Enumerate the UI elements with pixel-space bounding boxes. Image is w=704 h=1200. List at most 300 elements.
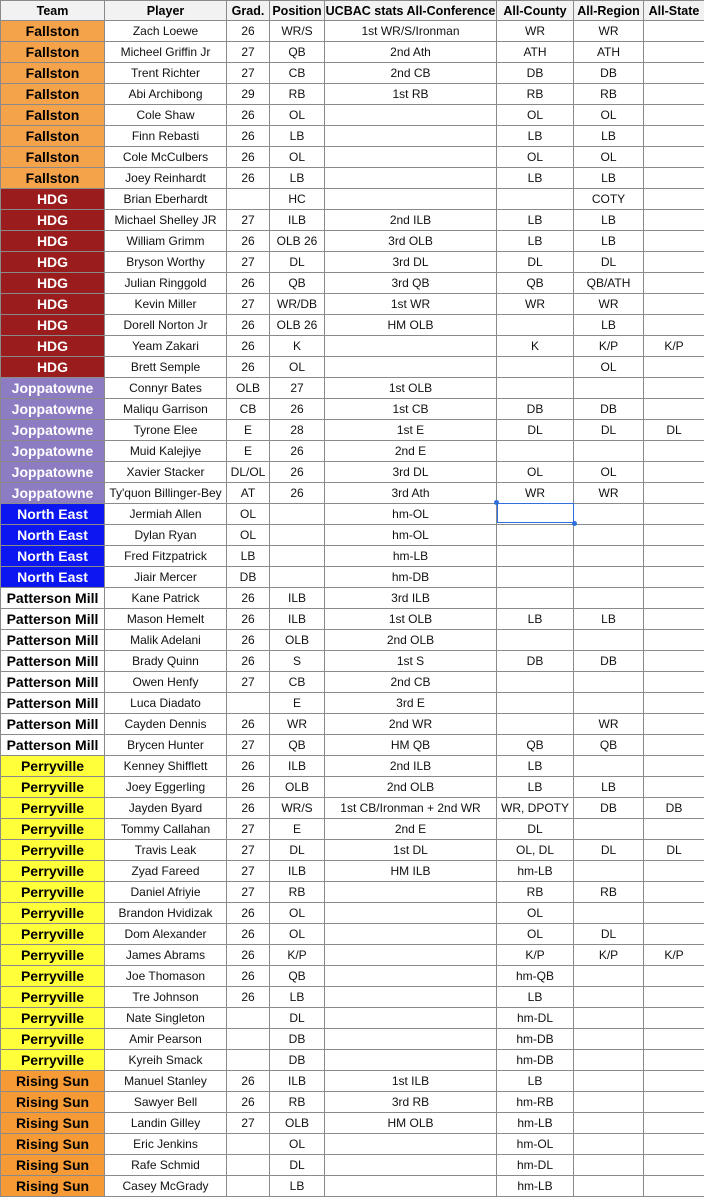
all-state-cell[interactable] bbox=[644, 210, 704, 231]
grad-cell[interactable]: 27 bbox=[227, 1113, 270, 1134]
all-region-cell[interactable]: LB bbox=[574, 126, 644, 147]
position-cell[interactable]: K/P bbox=[270, 945, 325, 966]
position-cell[interactable]: S bbox=[270, 651, 325, 672]
all-region-cell[interactable]: DL bbox=[574, 840, 644, 861]
all-county-cell[interactable]: QB bbox=[497, 735, 574, 756]
player-cell[interactable]: Amir Pearson bbox=[105, 1029, 227, 1050]
all-conference-cell[interactable]: 1st OLB bbox=[325, 378, 497, 399]
all-region-cell[interactable] bbox=[574, 1071, 644, 1092]
all-state-cell[interactable] bbox=[644, 756, 704, 777]
team-cell[interactable]: Joppatowne bbox=[1, 441, 105, 462]
position-cell[interactable]: CB bbox=[270, 63, 325, 84]
all-state-cell[interactable]: DL bbox=[644, 840, 704, 861]
all-county-cell[interactable]: LB bbox=[497, 168, 574, 189]
all-state-cell[interactable] bbox=[644, 630, 704, 651]
team-cell[interactable]: Perryville bbox=[1, 798, 105, 819]
team-cell[interactable]: Perryville bbox=[1, 945, 105, 966]
all-region-cell[interactable]: DL bbox=[574, 924, 644, 945]
all-region-cell[interactable] bbox=[574, 1008, 644, 1029]
player-cell[interactable]: Brandon Hvidizak bbox=[105, 903, 227, 924]
team-cell[interactable]: Rising Sun bbox=[1, 1071, 105, 1092]
all-county-cell[interactable] bbox=[497, 567, 574, 588]
all-conference-cell[interactable]: 1st ILB bbox=[325, 1071, 497, 1092]
team-cell[interactable]: Patterson Mill bbox=[1, 735, 105, 756]
all-state-cell[interactable] bbox=[644, 504, 704, 525]
team-cell[interactable]: Joppatowne bbox=[1, 483, 105, 504]
all-state-cell[interactable] bbox=[644, 378, 704, 399]
grad-cell[interactable] bbox=[227, 693, 270, 714]
all-county-cell[interactable] bbox=[497, 441, 574, 462]
all-state-cell[interactable] bbox=[644, 168, 704, 189]
all-conference-cell[interactable]: 2nd CB bbox=[325, 63, 497, 84]
team-cell[interactable]: HDG bbox=[1, 273, 105, 294]
position-cell[interactable]: QB bbox=[270, 42, 325, 63]
all-state-cell[interactable] bbox=[644, 189, 704, 210]
grad-cell[interactable]: 27 bbox=[227, 840, 270, 861]
team-cell[interactable]: Patterson Mill bbox=[1, 651, 105, 672]
all-county-cell[interactable] bbox=[497, 714, 574, 735]
grad-cell[interactable] bbox=[227, 1050, 270, 1071]
all-conference-cell[interactable] bbox=[325, 357, 497, 378]
all-county-cell[interactable]: DL bbox=[497, 252, 574, 273]
position-cell[interactable]: DL bbox=[270, 1008, 325, 1029]
position-cell[interactable]: 28 bbox=[270, 420, 325, 441]
player-cell[interactable]: Eric Jenkins bbox=[105, 1134, 227, 1155]
all-state-cell[interactable] bbox=[644, 861, 704, 882]
player-cell[interactable]: Abi Archibong bbox=[105, 84, 227, 105]
all-county-cell[interactable]: OL bbox=[497, 903, 574, 924]
all-region-cell[interactable]: DB bbox=[574, 399, 644, 420]
position-cell[interactable]: WR bbox=[270, 714, 325, 735]
player-cell[interactable]: Joey Eggerling bbox=[105, 777, 227, 798]
grad-cell[interactable] bbox=[227, 1029, 270, 1050]
position-cell[interactable]: 26 bbox=[270, 462, 325, 483]
all-conference-cell[interactable] bbox=[325, 168, 497, 189]
team-cell[interactable]: Rising Sun bbox=[1, 1113, 105, 1134]
team-cell[interactable]: Perryville bbox=[1, 882, 105, 903]
player-cell[interactable]: Kenney Shifflett bbox=[105, 756, 227, 777]
grad-cell[interactable]: 26 bbox=[227, 924, 270, 945]
position-cell[interactable]: E bbox=[270, 819, 325, 840]
all-state-cell[interactable]: K/P bbox=[644, 945, 704, 966]
team-cell[interactable]: Fallston bbox=[1, 21, 105, 42]
player-cell[interactable]: Ty'quon Billinger-Bey bbox=[105, 483, 227, 504]
all-county-cell[interactable]: hm-LB bbox=[497, 1176, 574, 1197]
player-cell[interactable]: Cole Shaw bbox=[105, 105, 227, 126]
team-cell[interactable]: Perryville bbox=[1, 987, 105, 1008]
grad-cell[interactable]: 26 bbox=[227, 21, 270, 42]
position-cell[interactable] bbox=[270, 546, 325, 567]
all-conference-cell[interactable]: 3rd QB bbox=[325, 273, 497, 294]
team-cell[interactable]: Joppatowne bbox=[1, 420, 105, 441]
position-cell[interactable]: ILB bbox=[270, 609, 325, 630]
player-cell[interactable]: Rafe Schmid bbox=[105, 1155, 227, 1176]
player-cell[interactable]: Brycen Hunter bbox=[105, 735, 227, 756]
all-state-cell[interactable] bbox=[644, 924, 704, 945]
team-cell[interactable]: Rising Sun bbox=[1, 1176, 105, 1197]
all-conference-cell[interactable] bbox=[325, 189, 497, 210]
position-cell[interactable]: RB bbox=[270, 882, 325, 903]
all-conference-cell[interactable]: 2nd WR bbox=[325, 714, 497, 735]
all-conference-cell[interactable]: 2nd OLB bbox=[325, 630, 497, 651]
all-region-cell[interactable]: DB bbox=[574, 63, 644, 84]
all-region-cell[interactable] bbox=[574, 861, 644, 882]
all-state-cell[interactable] bbox=[644, 735, 704, 756]
team-cell[interactable]: Perryville bbox=[1, 903, 105, 924]
all-county-cell[interactable]: WR bbox=[497, 21, 574, 42]
all-conference-cell[interactable]: 1st DL bbox=[325, 840, 497, 861]
all-region-cell[interactable]: RB bbox=[574, 84, 644, 105]
grad-cell[interactable]: 27 bbox=[227, 672, 270, 693]
all-conference-cell[interactable] bbox=[325, 126, 497, 147]
all-region-cell[interactable] bbox=[574, 1155, 644, 1176]
all-conference-cell[interactable]: 3rd DL bbox=[325, 252, 497, 273]
all-state-cell[interactable] bbox=[644, 1050, 704, 1071]
position-cell[interactable]: ILB bbox=[270, 588, 325, 609]
all-region-cell[interactable]: LB bbox=[574, 168, 644, 189]
player-cell[interactable]: Kane Patrick bbox=[105, 588, 227, 609]
grad-cell[interactable]: 26 bbox=[227, 315, 270, 336]
all-conference-cell[interactable]: HM OLB bbox=[325, 315, 497, 336]
team-cell[interactable]: HDG bbox=[1, 294, 105, 315]
grad-cell[interactable]: 26 bbox=[227, 147, 270, 168]
position-cell[interactable]: ILB bbox=[270, 756, 325, 777]
all-region-cell[interactable] bbox=[574, 672, 644, 693]
grad-cell[interactable]: CB bbox=[227, 399, 270, 420]
all-county-cell[interactable]: DB bbox=[497, 63, 574, 84]
position-cell[interactable] bbox=[270, 525, 325, 546]
all-region-cell[interactable] bbox=[574, 1134, 644, 1155]
grad-cell[interactable] bbox=[227, 1134, 270, 1155]
all-county-cell[interactable]: WR bbox=[497, 294, 574, 315]
position-cell[interactable]: LB bbox=[270, 168, 325, 189]
all-county-cell[interactable] bbox=[497, 357, 574, 378]
player-cell[interactable]: Sawyer Bell bbox=[105, 1092, 227, 1113]
all-county-cell[interactable]: DL bbox=[497, 420, 574, 441]
grad-cell[interactable]: DB bbox=[227, 567, 270, 588]
team-cell[interactable]: North East bbox=[1, 504, 105, 525]
team-cell[interactable]: Joppatowne bbox=[1, 399, 105, 420]
grad-cell[interactable]: 26 bbox=[227, 1092, 270, 1113]
all-county-cell[interactable]: LB bbox=[497, 987, 574, 1008]
all-county-cell[interactable]: LB bbox=[497, 1071, 574, 1092]
all-county-cell[interactable]: OL bbox=[497, 105, 574, 126]
team-cell[interactable]: Patterson Mill bbox=[1, 672, 105, 693]
team-cell[interactable]: Perryville bbox=[1, 819, 105, 840]
all-state-cell[interactable] bbox=[644, 819, 704, 840]
all-state-cell[interactable] bbox=[644, 987, 704, 1008]
team-cell[interactable]: Patterson Mill bbox=[1, 588, 105, 609]
all-county-cell[interactable]: WR, DPOTY bbox=[497, 798, 574, 819]
player-cell[interactable]: Finn Rebasti bbox=[105, 126, 227, 147]
player-cell[interactable]: Brady Quinn bbox=[105, 651, 227, 672]
all-state-cell[interactable] bbox=[644, 609, 704, 630]
grad-cell[interactable]: 26 bbox=[227, 588, 270, 609]
all-region-cell[interactable] bbox=[574, 441, 644, 462]
all-county-cell[interactable]: DB bbox=[497, 651, 574, 672]
all-county-cell[interactable]: K bbox=[497, 336, 574, 357]
all-conference-cell[interactable]: 3rd RB bbox=[325, 1092, 497, 1113]
all-conference-cell[interactable]: hm-DB bbox=[325, 567, 497, 588]
all-conference-cell[interactable] bbox=[325, 924, 497, 945]
grad-cell[interactable]: 26 bbox=[227, 273, 270, 294]
team-cell[interactable]: Fallston bbox=[1, 84, 105, 105]
team-cell[interactable]: Patterson Mill bbox=[1, 630, 105, 651]
all-conference-cell[interactable]: 1st S bbox=[325, 651, 497, 672]
grad-cell[interactable] bbox=[227, 189, 270, 210]
position-cell[interactable]: OL bbox=[270, 1134, 325, 1155]
all-region-cell[interactable] bbox=[574, 693, 644, 714]
all-county-cell[interactable]: OL bbox=[497, 924, 574, 945]
team-cell[interactable]: HDG bbox=[1, 210, 105, 231]
all-state-cell[interactable] bbox=[644, 231, 704, 252]
team-cell[interactable]: Perryville bbox=[1, 966, 105, 987]
all-county-cell[interactable] bbox=[497, 525, 574, 546]
all-state-cell[interactable] bbox=[644, 252, 704, 273]
all-county-cell[interactable]: DL bbox=[497, 819, 574, 840]
player-cell[interactable]: Daniel Afriyie bbox=[105, 882, 227, 903]
all-county-cell[interactable]: hm-QB bbox=[497, 966, 574, 987]
all-conference-cell[interactable]: 2nd Ath bbox=[325, 42, 497, 63]
all-county-cell[interactable]: RB bbox=[497, 882, 574, 903]
all-conference-cell[interactable]: hm-OL bbox=[325, 504, 497, 525]
all-state-cell[interactable] bbox=[644, 273, 704, 294]
all-region-cell[interactable] bbox=[574, 567, 644, 588]
grad-cell[interactable]: LB bbox=[227, 546, 270, 567]
team-cell[interactable]: HDG bbox=[1, 231, 105, 252]
all-county-cell[interactable]: K/P bbox=[497, 945, 574, 966]
position-cell[interactable]: ILB bbox=[270, 1071, 325, 1092]
all-state-cell[interactable] bbox=[644, 84, 704, 105]
all-state-cell[interactable] bbox=[644, 399, 704, 420]
all-conference-cell[interactable]: 2nd ILB bbox=[325, 756, 497, 777]
position-cell[interactable]: DL bbox=[270, 1155, 325, 1176]
grad-cell[interactable]: DL/OL bbox=[227, 462, 270, 483]
header-player[interactable]: Player bbox=[105, 1, 227, 21]
all-county-cell[interactable]: hm-DB bbox=[497, 1029, 574, 1050]
grad-cell[interactable] bbox=[227, 1155, 270, 1176]
all-region-cell[interactable]: DL bbox=[574, 420, 644, 441]
all-conference-cell[interactable]: 3rd DL bbox=[325, 462, 497, 483]
player-cell[interactable]: Maliqu Garrison bbox=[105, 399, 227, 420]
position-cell[interactable] bbox=[270, 567, 325, 588]
all-conference-cell[interactable]: 1st WR bbox=[325, 294, 497, 315]
player-cell[interactable]: Tyrone Elee bbox=[105, 420, 227, 441]
position-cell[interactable]: WR/S bbox=[270, 21, 325, 42]
grad-cell[interactable]: 26 bbox=[227, 630, 270, 651]
all-state-cell[interactable] bbox=[644, 21, 704, 42]
all-conference-cell[interactable]: 3rd OLB bbox=[325, 231, 497, 252]
position-cell[interactable]: QB bbox=[270, 735, 325, 756]
team-cell[interactable]: Perryville bbox=[1, 1029, 105, 1050]
all-county-cell[interactable] bbox=[497, 189, 574, 210]
all-region-cell[interactable]: QB bbox=[574, 735, 644, 756]
team-cell[interactable]: Patterson Mill bbox=[1, 693, 105, 714]
all-state-cell[interactable] bbox=[644, 588, 704, 609]
position-cell[interactable]: DB bbox=[270, 1029, 325, 1050]
all-region-cell[interactable]: WR bbox=[574, 21, 644, 42]
grad-cell[interactable]: 26 bbox=[227, 231, 270, 252]
player-cell[interactable]: Jermiah Allen bbox=[105, 504, 227, 525]
position-cell[interactable]: ILB bbox=[270, 210, 325, 231]
all-county-cell[interactable]: LB bbox=[497, 777, 574, 798]
grad-cell[interactable]: AT bbox=[227, 483, 270, 504]
all-region-cell[interactable] bbox=[574, 630, 644, 651]
player-cell[interactable]: Malik Adelani bbox=[105, 630, 227, 651]
player-cell[interactable]: Xavier Stacker bbox=[105, 462, 227, 483]
grad-cell[interactable]: 27 bbox=[227, 861, 270, 882]
player-cell[interactable]: Jiair Mercer bbox=[105, 567, 227, 588]
all-conference-cell[interactable] bbox=[325, 336, 497, 357]
all-conference-cell[interactable]: 1st RB bbox=[325, 84, 497, 105]
all-state-cell[interactable] bbox=[644, 546, 704, 567]
player-cell[interactable]: Mason Hemelt bbox=[105, 609, 227, 630]
header-team[interactable]: Team bbox=[1, 1, 105, 21]
all-region-cell[interactable] bbox=[574, 1176, 644, 1197]
grad-cell[interactable]: E bbox=[227, 420, 270, 441]
all-region-cell[interactable]: WR bbox=[574, 714, 644, 735]
team-cell[interactable]: Joppatowne bbox=[1, 462, 105, 483]
all-state-cell[interactable] bbox=[644, 315, 704, 336]
team-cell[interactable]: Perryville bbox=[1, 861, 105, 882]
team-cell[interactable]: Perryville bbox=[1, 924, 105, 945]
all-state-cell[interactable] bbox=[644, 42, 704, 63]
player-cell[interactable]: Kyreih Smack bbox=[105, 1050, 227, 1071]
team-cell[interactable]: Perryville bbox=[1, 756, 105, 777]
all-county-cell[interactable]: hm-DL bbox=[497, 1008, 574, 1029]
player-cell[interactable]: Luca Diadato bbox=[105, 693, 227, 714]
all-state-cell[interactable] bbox=[644, 1176, 704, 1197]
all-county-cell[interactable]: WR bbox=[497, 483, 574, 504]
all-county-cell[interactable] bbox=[497, 630, 574, 651]
player-cell[interactable]: Dom Alexander bbox=[105, 924, 227, 945]
team-cell[interactable]: North East bbox=[1, 567, 105, 588]
all-county-cell[interactable]: LB bbox=[497, 231, 574, 252]
all-conference-cell[interactable]: 1st CB/Ironman + 2nd WR bbox=[325, 798, 497, 819]
position-cell[interactable]: OLB 26 bbox=[270, 315, 325, 336]
team-cell[interactable]: North East bbox=[1, 525, 105, 546]
player-cell[interactable]: Zyad Fareed bbox=[105, 861, 227, 882]
all-county-cell[interactable]: OL, DL bbox=[497, 840, 574, 861]
team-cell[interactable]: Rising Sun bbox=[1, 1134, 105, 1155]
all-conference-cell[interactable] bbox=[325, 1029, 497, 1050]
player-cell[interactable]: Zach Loewe bbox=[105, 21, 227, 42]
player-cell[interactable]: Jayden Byard bbox=[105, 798, 227, 819]
all-county-cell[interactable]: LB bbox=[497, 756, 574, 777]
all-county-cell[interactable]: LB bbox=[497, 126, 574, 147]
player-cell[interactable]: Connyr Bates bbox=[105, 378, 227, 399]
grad-cell[interactable]: 26 bbox=[227, 357, 270, 378]
position-cell[interactable]: WR/DB bbox=[270, 294, 325, 315]
grad-cell[interactable]: 26 bbox=[227, 798, 270, 819]
player-cell[interactable]: Trent Richter bbox=[105, 63, 227, 84]
all-conference-cell[interactable]: 3rd E bbox=[325, 693, 497, 714]
grad-cell[interactable]: 27 bbox=[227, 294, 270, 315]
all-state-cell[interactable] bbox=[644, 1113, 704, 1134]
header-all-region[interactable]: All-Region bbox=[574, 1, 644, 21]
all-conference-cell[interactable] bbox=[325, 903, 497, 924]
all-region-cell[interactable]: DB bbox=[574, 651, 644, 672]
grad-cell[interactable]: OLB bbox=[227, 378, 270, 399]
position-cell[interactable]: E bbox=[270, 693, 325, 714]
all-state-cell[interactable] bbox=[644, 1071, 704, 1092]
player-cell[interactable]: Muid Kalejiye bbox=[105, 441, 227, 462]
position-cell[interactable]: ILB bbox=[270, 861, 325, 882]
all-conference-cell[interactable] bbox=[325, 1050, 497, 1071]
all-county-cell[interactable]: OL bbox=[497, 462, 574, 483]
position-cell[interactable]: K bbox=[270, 336, 325, 357]
all-county-cell[interactable] bbox=[497, 672, 574, 693]
grad-cell[interactable]: 27 bbox=[227, 42, 270, 63]
grad-cell[interactable]: 27 bbox=[227, 819, 270, 840]
team-cell[interactable]: Fallston bbox=[1, 42, 105, 63]
all-county-cell[interactable]: hm-OL bbox=[497, 1134, 574, 1155]
all-region-cell[interactable] bbox=[574, 546, 644, 567]
grad-cell[interactable]: OL bbox=[227, 525, 270, 546]
team-cell[interactable]: Fallston bbox=[1, 168, 105, 189]
all-region-cell[interactable]: RB bbox=[574, 882, 644, 903]
all-state-cell[interactable] bbox=[644, 1134, 704, 1155]
team-cell[interactable]: Perryville bbox=[1, 1050, 105, 1071]
grad-cell[interactable]: 27 bbox=[227, 252, 270, 273]
position-cell[interactable]: QB bbox=[270, 273, 325, 294]
all-conference-cell[interactable]: 1st WR/S/Ironman bbox=[325, 21, 497, 42]
all-state-cell[interactable] bbox=[644, 147, 704, 168]
position-cell[interactable]: RB bbox=[270, 1092, 325, 1113]
position-cell[interactable]: OLB bbox=[270, 777, 325, 798]
all-county-cell[interactable] bbox=[497, 693, 574, 714]
all-conference-cell[interactable] bbox=[325, 1155, 497, 1176]
team-cell[interactable]: HDG bbox=[1, 252, 105, 273]
grad-cell[interactable]: 26 bbox=[227, 987, 270, 1008]
player-cell[interactable]: Brian Eberhardt bbox=[105, 189, 227, 210]
grad-cell[interactable]: 26 bbox=[227, 168, 270, 189]
player-cell[interactable]: Bryson Worthy bbox=[105, 252, 227, 273]
all-region-cell[interactable] bbox=[574, 378, 644, 399]
all-region-cell[interactable]: OL bbox=[574, 147, 644, 168]
position-cell[interactable]: DL bbox=[270, 252, 325, 273]
all-region-cell[interactable] bbox=[574, 987, 644, 1008]
all-state-cell[interactable] bbox=[644, 693, 704, 714]
player-cell[interactable]: Tre Johnson bbox=[105, 987, 227, 1008]
all-conference-cell[interactable]: hm-OL bbox=[325, 525, 497, 546]
all-state-cell[interactable] bbox=[644, 105, 704, 126]
all-county-cell[interactable]: hm-DB bbox=[497, 1050, 574, 1071]
all-state-cell[interactable] bbox=[644, 777, 704, 798]
all-conference-cell[interactable]: HM QB bbox=[325, 735, 497, 756]
position-cell[interactable]: OLB bbox=[270, 1113, 325, 1134]
player-cell[interactable]: Owen Henfy bbox=[105, 672, 227, 693]
all-conference-cell[interactable] bbox=[325, 1008, 497, 1029]
all-state-cell[interactable] bbox=[644, 714, 704, 735]
team-cell[interactable]: Fallston bbox=[1, 105, 105, 126]
all-region-cell[interactable]: OL bbox=[574, 105, 644, 126]
all-state-cell[interactable] bbox=[644, 294, 704, 315]
grad-cell[interactable]: 27 bbox=[227, 63, 270, 84]
player-cell[interactable]: Dylan Ryan bbox=[105, 525, 227, 546]
all-conference-cell[interactable] bbox=[325, 147, 497, 168]
all-state-cell[interactable] bbox=[644, 441, 704, 462]
position-cell[interactable]: 26 bbox=[270, 399, 325, 420]
all-conference-cell[interactable]: 1st OLB bbox=[325, 609, 497, 630]
all-county-cell[interactable] bbox=[497, 588, 574, 609]
all-county-cell[interactable] bbox=[497, 315, 574, 336]
all-conference-cell[interactable]: 2nd OLB bbox=[325, 777, 497, 798]
team-cell[interactable]: HDG bbox=[1, 357, 105, 378]
all-state-cell[interactable] bbox=[644, 462, 704, 483]
all-state-cell[interactable] bbox=[644, 651, 704, 672]
all-region-cell[interactable]: QB/ATH bbox=[574, 273, 644, 294]
